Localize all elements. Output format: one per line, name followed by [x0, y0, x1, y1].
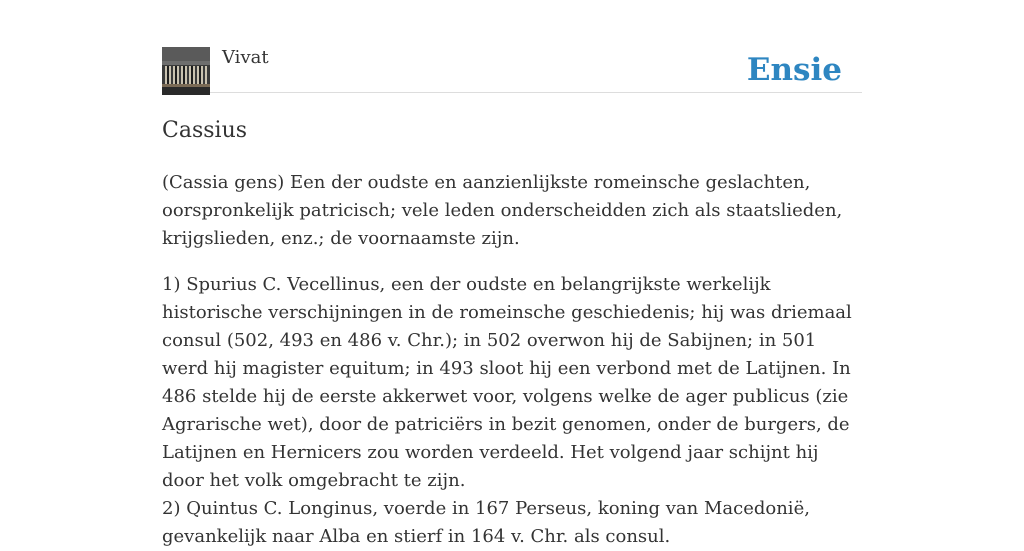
article-intro: (Cassia gens) Een der oudste en aanzienlijkste romeinsche geslachten, oorspronkelijk patricisch; vele leden onderscheidden zich als staatslieden, krijgslieden, enz.; de voornaamste zijn.	[162, 172, 843, 249]
article-title: Cassius	[162, 118, 248, 143]
article-item-2: 2) Quintus C. Longinus, voerde in 167 Perseus, koning van Macedonië, gevankelijk naar Alba en stierf in 164 v. Chr. als consul.	[162, 498, 810, 547]
author-avatar[interactable]	[162, 47, 210, 95]
article-item-1: 1) Spurius C. Vecellinus, een der oudste en belangrijkste werkelijk historische verschijningen in de romeinsche geschiedenis; hij was driemaal consul (502, 493 en 486 v. Chr.); in 502 overwon hij de Sabijnen; in 501 werd hij magister equitum; in 493 sloot hij een verbond met de Latijnen. In 486 stelde hij de eerste akkerwet voor, volgens welke de ager publicus (zie Agrarische wet), door de patriciërs in bezit genomen, onder de burgers, de Latijnen en Hernicers zou worden verdeeld. Het volgend jaar schijnt hij door het volk omgebracht te zijn.	[162, 274, 852, 491]
brand-logo[interactable]: Ensie	[746, 52, 842, 88]
page-container	[162, 0, 862, 547]
header	[162, 0, 862, 93]
author-name[interactable]: Vivat	[222, 47, 269, 68]
bookshelf-image	[162, 47, 210, 95]
article-content	[162, 169, 862, 551]
